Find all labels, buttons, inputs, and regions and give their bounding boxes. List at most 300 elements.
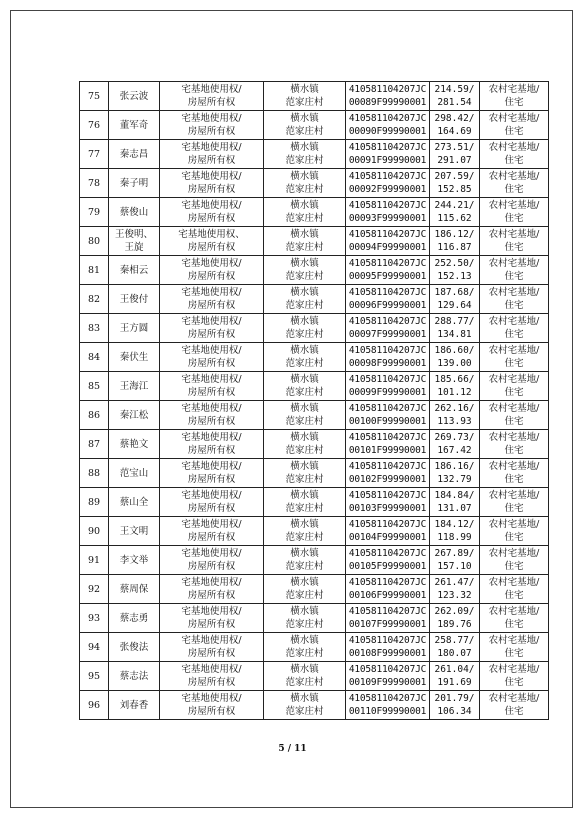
row-number: 77 bbox=[87, 148, 101, 160]
parcel-code-line-2: 00091F99990001 bbox=[348, 155, 427, 166]
right-type-line-1: 宅基地使用权/ bbox=[181, 142, 242, 153]
usage-line-1: 农村宅基地/ bbox=[488, 200, 540, 211]
owner-name: 蔡周保 bbox=[119, 583, 149, 595]
right-type-line-1: 宅基地使用权/ bbox=[181, 635, 242, 646]
usage-cell bbox=[480, 314, 549, 343]
location-town: 横水镇 bbox=[290, 577, 319, 588]
parcel-code-line-2: 00109F99990001 bbox=[348, 677, 427, 688]
land-area: 201.79/ bbox=[434, 693, 475, 704]
usage-line-2: 住宅 bbox=[504, 155, 524, 166]
land-area: 186.12/ bbox=[434, 229, 475, 240]
usage-line-2: 住宅 bbox=[504, 416, 524, 427]
usage-line-1: 农村宅基地/ bbox=[488, 606, 540, 617]
right-type-line-2: 房屋所有权 bbox=[187, 416, 236, 427]
location-cell bbox=[264, 372, 346, 401]
usage-line-1: 农村宅基地/ bbox=[488, 171, 540, 182]
land-area: 261.04/ bbox=[434, 664, 475, 675]
parcel-code-line-2: 00097F99990001 bbox=[348, 329, 427, 340]
owner-name-cell bbox=[109, 256, 160, 285]
parcel-code-line-2: 00106F99990001 bbox=[348, 590, 427, 601]
row-number-cell bbox=[80, 82, 109, 111]
usage-line-2: 住宅 bbox=[504, 619, 524, 630]
right-type-line-1: 宅基地使用权/ bbox=[181, 84, 242, 95]
land-area: 298.42/ bbox=[434, 113, 475, 124]
table-row bbox=[80, 604, 549, 633]
location-cell bbox=[264, 662, 346, 691]
table-row bbox=[80, 517, 549, 546]
right-type-line-1: 宅基地使用权/ bbox=[181, 548, 242, 559]
usage-cell bbox=[480, 633, 549, 662]
right-type-cell bbox=[160, 140, 264, 169]
table-row bbox=[80, 546, 549, 575]
building-area: 134.81 bbox=[437, 329, 472, 340]
location-village: 范家庄村 bbox=[285, 561, 324, 572]
page-number: 5 / 11 bbox=[278, 744, 307, 754]
usage-line-2: 住宅 bbox=[504, 677, 524, 688]
right-type-line-2: 房屋所有权 bbox=[187, 532, 236, 543]
parcel-code-cell bbox=[346, 459, 430, 488]
usage-line-1: 农村宅基地/ bbox=[488, 84, 540, 95]
row-number: 89 bbox=[87, 496, 101, 508]
parcel-code-line-1: 410581104207JC bbox=[348, 606, 427, 617]
location-cell bbox=[264, 285, 346, 314]
parcel-code-line-1: 410581104207JC bbox=[348, 142, 427, 153]
usage-cell bbox=[480, 575, 549, 604]
row-number-cell bbox=[80, 111, 109, 140]
building-area: 157.10 bbox=[437, 561, 472, 572]
usage-cell bbox=[480, 459, 549, 488]
location-town: 横水镇 bbox=[290, 113, 319, 124]
area-cell bbox=[430, 314, 480, 343]
owner-name-cell bbox=[109, 575, 160, 604]
usage-line-1: 农村宅基地/ bbox=[488, 142, 540, 153]
location-town: 横水镇 bbox=[290, 548, 319, 559]
usage-line-1: 农村宅基地/ bbox=[488, 316, 540, 327]
usage-line-1: 农村宅基地/ bbox=[488, 461, 540, 472]
building-area: 164.69 bbox=[437, 126, 472, 137]
usage-line-1: 农村宅基地/ bbox=[488, 258, 540, 269]
parcel-code-line-1: 410581104207JC bbox=[348, 113, 427, 124]
parcel-code-cell bbox=[346, 575, 430, 604]
parcel-code-line-2: 00110F99990001 bbox=[348, 706, 427, 717]
row-number-cell bbox=[80, 575, 109, 604]
table-row bbox=[80, 459, 549, 488]
owner-name: 王俊付 bbox=[119, 293, 149, 305]
location-village: 范家庄村 bbox=[285, 242, 324, 253]
area-cell bbox=[430, 169, 480, 198]
table-row bbox=[80, 633, 549, 662]
right-type-line-2: 房屋所有权 bbox=[187, 474, 236, 485]
right-type-line-2: 房屋所有权 bbox=[187, 271, 236, 282]
area-cell bbox=[430, 430, 480, 459]
building-area: 132.79 bbox=[437, 474, 472, 485]
parcel-code-line-2: 00102F99990001 bbox=[348, 474, 427, 485]
right-type-line-1: 宅基地使用权/ bbox=[181, 461, 242, 472]
right-type-cell bbox=[160, 314, 264, 343]
parcel-code-line-1: 410581104207JC bbox=[348, 664, 427, 675]
location-town: 横水镇 bbox=[290, 200, 319, 211]
owner-name-cell bbox=[109, 372, 160, 401]
location-village: 范家庄村 bbox=[285, 503, 324, 514]
location-village: 范家庄村 bbox=[285, 706, 324, 717]
table-row bbox=[80, 169, 549, 198]
usage-line-2: 住宅 bbox=[504, 503, 524, 514]
right-type-line-2: 房屋所有权 bbox=[187, 126, 236, 137]
row-number: 90 bbox=[87, 525, 101, 537]
parcel-code-line-2: 00089F99990001 bbox=[348, 97, 427, 108]
parcel-code-cell bbox=[346, 604, 430, 633]
right-type-cell bbox=[160, 546, 264, 575]
row-number: 92 bbox=[87, 583, 101, 595]
usage-cell bbox=[480, 372, 549, 401]
usage-cell bbox=[480, 662, 549, 691]
parcel-code-line-2: 00108F99990001 bbox=[348, 648, 427, 659]
right-type-line-1: 宅基地使用权/ bbox=[181, 432, 242, 443]
row-number: 76 bbox=[87, 119, 101, 131]
parcel-code-line-1: 410581104207JC bbox=[348, 519, 427, 530]
area-cell bbox=[430, 227, 480, 256]
right-type-line-2: 房屋所有权 bbox=[187, 155, 236, 166]
row-number-cell bbox=[80, 691, 109, 720]
parcel-code-line-1: 410581104207JC bbox=[348, 461, 427, 472]
row-number: 87 bbox=[87, 438, 101, 450]
owner-name-cell bbox=[109, 401, 160, 430]
usage-cell bbox=[480, 285, 549, 314]
building-area: 167.42 bbox=[437, 445, 472, 456]
owner-name: 李文举 bbox=[119, 554, 149, 566]
right-type-line-2: 房屋所有权 bbox=[187, 213, 236, 224]
land-area: 261.47/ bbox=[434, 577, 475, 588]
usage-cell bbox=[480, 343, 549, 372]
right-type-line-1: 宅基地使用权/ bbox=[181, 345, 242, 356]
row-number-cell bbox=[80, 488, 109, 517]
usage-line-2: 住宅 bbox=[504, 213, 524, 224]
parcel-code-cell bbox=[346, 198, 430, 227]
parcel-code-cell bbox=[346, 662, 430, 691]
usage-cell bbox=[480, 82, 549, 111]
right-type-line-1: 宅基地使用权/ bbox=[181, 171, 242, 182]
usage-line-1: 农村宅基地/ bbox=[488, 490, 540, 501]
location-village: 范家庄村 bbox=[285, 155, 324, 166]
land-area: 262.09/ bbox=[434, 606, 475, 617]
usage-cell bbox=[480, 401, 549, 430]
right-type-cell bbox=[160, 604, 264, 633]
location-town: 横水镇 bbox=[290, 432, 319, 443]
parcel-code-cell bbox=[346, 82, 430, 111]
parcel-code-cell bbox=[346, 430, 430, 459]
row-number: 85 bbox=[87, 380, 101, 392]
usage-line-2: 住宅 bbox=[504, 358, 524, 369]
right-type-cell bbox=[160, 111, 264, 140]
location-town: 横水镇 bbox=[290, 403, 319, 414]
table-row bbox=[80, 198, 549, 227]
table-row bbox=[80, 430, 549, 459]
table-row bbox=[80, 285, 549, 314]
row-number: 94 bbox=[87, 641, 101, 653]
land-area: 258.77/ bbox=[434, 635, 475, 646]
building-area: 101.12 bbox=[437, 387, 472, 398]
usage-line-2: 住宅 bbox=[504, 126, 524, 137]
table-row bbox=[80, 82, 549, 111]
parcel-code-line-1: 410581104207JC bbox=[348, 200, 427, 211]
building-area: 106.34 bbox=[437, 706, 472, 717]
row-number-cell bbox=[80, 285, 109, 314]
table-row bbox=[80, 227, 549, 256]
registration-table-body bbox=[80, 82, 549, 720]
owner-name-cell bbox=[109, 111, 160, 140]
location-town: 横水镇 bbox=[290, 142, 319, 153]
usage-line-2: 住宅 bbox=[504, 242, 524, 253]
row-number-cell bbox=[80, 227, 109, 256]
row-number: 79 bbox=[87, 206, 101, 218]
location-town: 横水镇 bbox=[290, 84, 319, 95]
area-cell bbox=[430, 546, 480, 575]
parcel-code-line-1: 410581104207JC bbox=[348, 693, 427, 704]
row-number-cell bbox=[80, 314, 109, 343]
right-type-line-2: 房屋所有权 bbox=[187, 561, 236, 572]
location-cell bbox=[264, 314, 346, 343]
parcel-code-line-2: 00101F99990001 bbox=[348, 445, 427, 456]
right-type-line-1: 宅基地使用权/ bbox=[181, 374, 242, 385]
location-cell bbox=[264, 401, 346, 430]
right-type-line-1: 宅基地使用权/ bbox=[181, 316, 242, 327]
usage-line-1: 农村宅基地/ bbox=[488, 548, 540, 559]
location-village: 范家庄村 bbox=[285, 387, 324, 398]
parcel-code-line-1: 410581104207JC bbox=[348, 171, 427, 182]
land-area: 244.21/ bbox=[434, 200, 475, 211]
right-type-cell bbox=[160, 285, 264, 314]
land-area: 269.73/ bbox=[434, 432, 475, 443]
row-number-cell bbox=[80, 633, 109, 662]
owner-name: 秦伏生 bbox=[119, 351, 149, 363]
owner-name-cell bbox=[109, 285, 160, 314]
parcel-code-line-1: 410581104207JC bbox=[348, 577, 427, 588]
usage-cell bbox=[480, 198, 549, 227]
location-town: 横水镇 bbox=[290, 664, 319, 675]
location-town: 横水镇 bbox=[290, 461, 319, 472]
parcel-code-cell bbox=[346, 169, 430, 198]
right-type-cell bbox=[160, 459, 264, 488]
parcel-code-line-2: 00103F99990001 bbox=[348, 503, 427, 514]
right-type-line-2: 房屋所有权 bbox=[187, 590, 236, 601]
building-area: 115.62 bbox=[437, 213, 472, 224]
owner-name: 蔡志勇 bbox=[119, 612, 149, 624]
location-cell bbox=[264, 343, 346, 372]
building-area: 152.85 bbox=[437, 184, 472, 195]
right-type-line-1: 宅基地使用权/ bbox=[181, 200, 242, 211]
building-area: 189.76 bbox=[437, 619, 472, 630]
area-cell bbox=[430, 82, 480, 111]
location-town: 横水镇 bbox=[290, 490, 319, 501]
owner-name-cell bbox=[109, 604, 160, 633]
location-village: 范家庄村 bbox=[285, 677, 324, 688]
location-town: 横水镇 bbox=[290, 606, 319, 617]
right-type-cell bbox=[160, 662, 264, 691]
location-cell bbox=[264, 691, 346, 720]
owner-name-cell bbox=[109, 459, 160, 488]
right-type-line-1: 宅基地使用权/ bbox=[181, 664, 242, 675]
parcel-code-cell bbox=[346, 401, 430, 430]
row-number: 88 bbox=[87, 467, 101, 479]
parcel-code-line-1: 410581104207JC bbox=[348, 258, 427, 269]
usage-cell bbox=[480, 430, 549, 459]
parcel-code-cell bbox=[346, 691, 430, 720]
usage-cell bbox=[480, 488, 549, 517]
location-village: 范家庄村 bbox=[285, 474, 324, 485]
parcel-code-line-1: 410581104207JC bbox=[348, 432, 427, 443]
row-number: 93 bbox=[87, 612, 101, 624]
usage-line-2: 住宅 bbox=[504, 706, 524, 717]
right-type-line-1: 宅基地使用权/ bbox=[181, 258, 242, 269]
row-number-cell bbox=[80, 401, 109, 430]
location-village: 范家庄村 bbox=[285, 445, 324, 456]
row-number: 83 bbox=[87, 322, 101, 334]
parcel-code-cell bbox=[346, 111, 430, 140]
owner-name-cell bbox=[109, 198, 160, 227]
owner-name: 董军奇 bbox=[119, 119, 149, 131]
land-area: 184.84/ bbox=[434, 490, 475, 501]
table-row bbox=[80, 372, 549, 401]
location-cell bbox=[264, 459, 346, 488]
row-number: 81 bbox=[87, 264, 101, 276]
right-type-line-1: 宅基地使用权/ bbox=[181, 519, 242, 530]
parcel-code-cell bbox=[346, 343, 430, 372]
right-type-cell bbox=[160, 256, 264, 285]
owner-name-cell bbox=[109, 662, 160, 691]
row-number: 75 bbox=[87, 90, 101, 102]
right-type-cell bbox=[160, 488, 264, 517]
location-village: 范家庄村 bbox=[285, 97, 324, 108]
owner-name-cell bbox=[109, 140, 160, 169]
right-type-line-1: 宅基地使用权/ bbox=[181, 113, 242, 124]
right-type-line-2: 房屋所有权 bbox=[187, 503, 236, 514]
owner-name-cell bbox=[109, 488, 160, 517]
location-village: 范家庄村 bbox=[285, 619, 324, 630]
parcel-code-line-2: 00094F99990001 bbox=[348, 242, 427, 253]
area-cell bbox=[430, 140, 480, 169]
table-row bbox=[80, 140, 549, 169]
parcel-code-line-1: 410581104207JC bbox=[348, 345, 427, 356]
area-cell bbox=[430, 111, 480, 140]
land-area: 186.60/ bbox=[434, 345, 475, 356]
location-cell bbox=[264, 227, 346, 256]
location-village: 范家庄村 bbox=[285, 271, 324, 282]
owner-name-cell bbox=[109, 430, 160, 459]
row-number: 86 bbox=[87, 409, 101, 421]
parcel-code-line-1: 410581104207JC bbox=[348, 229, 427, 240]
usage-line-1: 农村宅基地/ bbox=[488, 693, 540, 704]
parcel-code-line-2: 00107F99990001 bbox=[348, 619, 427, 630]
right-type-cell bbox=[160, 227, 264, 256]
area-cell bbox=[430, 517, 480, 546]
land-area: 262.16/ bbox=[434, 403, 475, 414]
owner-name: 秦志昌 bbox=[119, 148, 149, 160]
land-area: 273.51/ bbox=[434, 142, 475, 153]
usage-line-2: 住宅 bbox=[504, 184, 524, 195]
building-area: 281.54 bbox=[437, 97, 472, 108]
right-type-line-1: 宅基地使用权/ bbox=[181, 577, 242, 588]
usage-line-1: 农村宅基地/ bbox=[488, 432, 540, 443]
right-type-line-1: 宅基地使用权、 bbox=[178, 229, 245, 240]
owner-name: 王海江 bbox=[119, 380, 149, 392]
row-number: 95 bbox=[87, 670, 101, 682]
right-type-cell bbox=[160, 343, 264, 372]
building-area: 152.13 bbox=[437, 271, 472, 282]
location-cell bbox=[264, 430, 346, 459]
right-type-line-2: 房屋所有权 bbox=[187, 387, 236, 398]
location-town: 横水镇 bbox=[290, 258, 319, 269]
row-number: 84 bbox=[87, 351, 101, 363]
owner-name-cell bbox=[109, 227, 160, 256]
land-area: 288.77/ bbox=[434, 316, 475, 327]
usage-line-1: 农村宅基地/ bbox=[488, 519, 540, 530]
right-type-line-1: 宅基地使用权/ bbox=[181, 403, 242, 414]
parcel-code-line-2: 00098F99990001 bbox=[348, 358, 427, 369]
usage-cell bbox=[480, 111, 549, 140]
usage-line-1: 农村宅基地/ bbox=[488, 374, 540, 385]
table-row bbox=[80, 111, 549, 140]
parcel-code-line-1: 410581104207JC bbox=[348, 490, 427, 501]
location-village: 范家庄村 bbox=[285, 648, 324, 659]
location-cell bbox=[264, 633, 346, 662]
location-village: 范家庄村 bbox=[285, 213, 324, 224]
location-village: 范家庄村 bbox=[285, 590, 324, 601]
parcel-code-line-1: 410581104207JC bbox=[348, 287, 427, 298]
location-cell bbox=[264, 575, 346, 604]
usage-cell bbox=[480, 256, 549, 285]
location-village: 范家庄村 bbox=[285, 416, 324, 427]
right-type-cell bbox=[160, 691, 264, 720]
location-village: 范家庄村 bbox=[285, 329, 324, 340]
usage-cell bbox=[480, 546, 549, 575]
building-area: 191.69 bbox=[437, 677, 472, 688]
location-cell bbox=[264, 140, 346, 169]
row-number-cell bbox=[80, 256, 109, 285]
land-area: 214.59/ bbox=[434, 84, 475, 95]
right-type-cell bbox=[160, 633, 264, 662]
parcel-code-line-2: 00096F99990001 bbox=[348, 300, 427, 311]
right-type-line-2: 房屋所有权 bbox=[187, 329, 236, 340]
land-area: 187.68/ bbox=[434, 287, 475, 298]
right-type-line-2: 房屋所有权 bbox=[187, 706, 236, 717]
right-type-line-2: 房屋所有权 bbox=[187, 242, 236, 253]
parcel-code-line-1: 410581104207JC bbox=[348, 403, 427, 414]
parcel-code-line-2: 00092F99990001 bbox=[348, 184, 427, 195]
row-number-cell bbox=[80, 604, 109, 633]
usage-cell bbox=[480, 691, 549, 720]
table-row bbox=[80, 691, 549, 720]
parcel-code-cell bbox=[346, 488, 430, 517]
owner-name: 张俊法 bbox=[119, 641, 149, 653]
right-type-cell bbox=[160, 169, 264, 198]
usage-line-2: 住宅 bbox=[504, 271, 524, 282]
parcel-code-line-2: 00099F99990001 bbox=[348, 387, 427, 398]
usage-line-1: 农村宅基地/ bbox=[488, 577, 540, 588]
right-type-line-2: 房屋所有权 bbox=[187, 184, 236, 195]
location-cell bbox=[264, 256, 346, 285]
owner-name: 蔡山全 bbox=[119, 496, 149, 508]
row-number-cell bbox=[80, 343, 109, 372]
usage-cell bbox=[480, 140, 549, 169]
owner-name: 刘春香 bbox=[119, 699, 149, 711]
right-type-line-1: 宅基地使用权/ bbox=[181, 606, 242, 617]
parcel-code-line-1: 410581104207JC bbox=[348, 316, 427, 327]
right-type-line-2: 房屋所有权 bbox=[187, 445, 236, 456]
usage-line-1: 农村宅基地/ bbox=[488, 345, 540, 356]
land-area: 186.16/ bbox=[434, 461, 475, 472]
usage-line-2: 住宅 bbox=[504, 329, 524, 340]
usage-line-1: 农村宅基地/ bbox=[488, 664, 540, 675]
